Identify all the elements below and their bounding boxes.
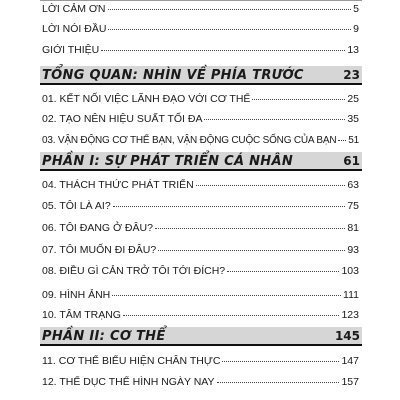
toc-entry [42,289,359,302]
toc-entry-page: 13 [347,44,359,56]
dot-leader [113,206,346,207]
dot-leader [112,295,341,296]
dot-leader [204,119,345,120]
toc-entry-title: GIỚI THIỆU [42,44,100,56]
section-title: PHẦN II: CƠ THỂ [42,329,166,344]
toc-entry-title: LỜI NÓI ĐẦU [42,23,107,35]
toc-entry-page: 157 [341,376,359,388]
toc-entry-page: 103 [341,265,359,277]
dot-leader [155,228,345,229]
toc-entry-title: 09. HÌNH ẢNH [42,289,111,301]
toc-entry-page: 51 [348,135,359,146]
toc-entry-page: 111 [343,289,359,301]
toc-entry-page: 35 [347,113,359,125]
toc-entry [42,309,359,322]
toc-entry-page: 147 [341,355,359,367]
toc-entry [42,265,359,278]
toc-entry-page: 63 [347,179,359,191]
toc-entry [42,244,359,257]
toc-entry [42,376,359,389]
section-page: 23 [343,68,360,82]
toc-entry-page: 5 [353,3,359,15]
section-page: 61 [343,154,360,168]
section-title: TỔNG QUAN: NHÌN VỀ PHÍA TRƯỚC [42,68,304,83]
dot-leader [108,9,352,10]
toc-entry [42,179,359,192]
toc-entry-title: 01. KẾT NỐI VIỆC LÃNH ĐẠO VỚI CƠ THỂ [42,93,251,105]
toc-entry-title: 11. CƠ THỂ BIỂU HIỆN CHÂN THỰC [42,355,221,367]
toc-entry [42,222,359,235]
toc-entry-title: 08. ĐIỀU GÌ CẢN TRỞ TÔI TỚI ĐÍCH? [42,265,226,277]
dot-leader [222,361,339,362]
toc-entry-title: 04. THÁCH THỨC PHÁT TRIỂN [42,179,194,191]
toc-entry-title: 05. TÔI LÀ AI? [42,200,111,212]
dot-leader [123,315,340,316]
toc-entry [42,93,359,106]
section-page: 145 [334,329,360,343]
dot-leader [158,250,345,251]
toc-entry-title: 06. TÔI ĐANG Ở ĐÂU? [42,222,153,234]
toc-entry-title: 02. TẠO NÊN HIỆU SUẤT TỐI ĐA [42,113,203,125]
top-rule [40,0,362,1]
toc-entry [42,3,359,16]
toc-entry-page: 93 [347,244,359,256]
dot-leader [196,185,346,186]
toc-entry-page: 9 [353,23,359,35]
dot-leader [227,271,339,272]
toc-entry-title: 12. THỂ DỤC THỂ HÌNH NGÀY NAY [42,376,215,388]
toc-entry [42,200,359,213]
toc-entry [42,113,359,126]
toc-entry [42,355,359,368]
toc-entry-title: 03. VẬN ĐỘNG CƠ THỂ BẠN, VẬN ĐỘNG CUỘC SỐNG CỦA BẠN [42,135,337,146]
toc-entry-page: 123 [341,309,359,321]
toc-entry [42,134,359,147]
dot-leader [217,382,340,383]
toc-entry-page: 25 [347,93,359,105]
dot-leader [252,99,345,100]
dot-leader [338,140,346,141]
toc-entry [42,23,359,36]
toc-section-header [40,152,362,171]
toc-entry-page: 81 [347,222,359,234]
toc-entry-title: 07. TÔI MUỐN ĐI ĐÂU? [42,244,157,256]
toc-entry-title: 10. TÂM TRẠNG [42,309,121,321]
dot-leader [108,29,351,30]
toc-section-header [40,66,362,85]
toc-entry [42,44,359,57]
dot-leader [101,50,345,51]
toc-section-header [40,327,362,346]
section-title: PHẦN I: SỰ PHÁT TRIỂN CÁ NHÂN [42,154,294,169]
toc-entry-page: 75 [347,200,359,212]
toc-entry-title: LỜI CẢM ƠN [42,3,106,15]
